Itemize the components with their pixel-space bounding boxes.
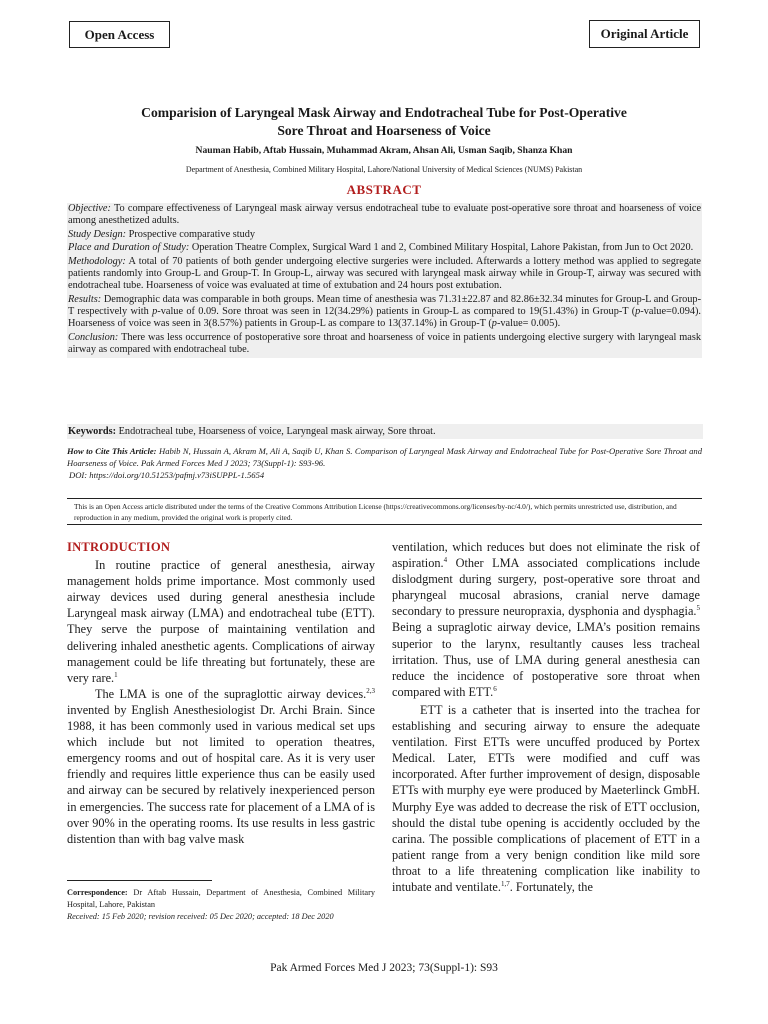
right-column	[392, 539, 700, 895]
place-label: Place and Duration of Study:	[68, 242, 190, 254]
keywords-line	[67, 424, 703, 439]
cite-label: How to Cite This Article:	[67, 446, 157, 456]
abstract-conclusion	[67, 332, 702, 357]
keywords-label: Keywords:	[68, 426, 117, 437]
p-symbol: p	[491, 318, 497, 330]
p-symbol: p	[152, 306, 158, 318]
citation-ref[interactable]: 6	[493, 684, 497, 693]
how-to-cite	[67, 445, 702, 481]
intro-p2-text-a: The LMA is one of the supraglottic airway devices.	[95, 686, 367, 701]
intro-paragraph-2	[67, 686, 375, 847]
design-text: Prospective comparative study	[128, 228, 256, 240]
open-access-badge	[69, 21, 170, 48]
results-text-c: -value=0.094). Hoarseness of voice was seen in 3(8.57%) patients in Group-L as compare to 13(37.14%) in Group-T (	[68, 306, 702, 330]
conclusion-label: Conclusion:	[68, 331, 119, 343]
article-type-badge	[589, 20, 700, 48]
abstract-results	[67, 294, 702, 331]
intro-r1-text-c: Being a supraglotic airway device, LMA’s position remains superior to the larynx, resultantly causes less tracheal irritation. Thus, use of LMA during general anesthesia can reduce the incidence of postoperative sore throat when compared with ETT.	[392, 620, 700, 699]
introduction-heading: INTRODUCTION	[67, 540, 171, 554]
affiliation: Department of Anesthesia, Combined Military Hospital, Lahore/National University of Medical Sciences (NUMS) Pakistan	[185, 165, 583, 174]
results-text-a: Demographic data was comparable in both groups. Mean time of anesthesia was 71.31±22.87 and 82.86±32.34 minutes for Group-L and Group-T respectively with	[68, 293, 701, 318]
intro-paragraph-3	[392, 539, 700, 700]
license-notice: This is an Open Access article distributed under the terms of the Creative Commons Attribution License (https://creativecommons.org/licenses/by-nc/4.0/), which permits unrestricted use, distribution, and reproduction in any medium, provided the original work is properly cited.	[74, 502, 677, 522]
author-list: Nauman Habib, Aftab Hussain, Muhammad Akram, Ahsan Ali, Usman Saqib, Shanza Khan	[195, 145, 573, 156]
citation-ref[interactable]: 4	[443, 556, 448, 564]
correspondence-label: Correspondence:	[67, 888, 128, 897]
correspondence-rule	[67, 880, 212, 881]
correspondence-block	[67, 887, 375, 923]
intro-p1-text: In routine practice of general anesthesia, airway management holds prime importance. Most commonly used airway devices used during general anesthesia include Laryngeal mask airway (LMA) and endotracheal tube (ETT). They serve the purpose of maintaining ventilation and delivering inhaled anesthetic agents. Complications of airway management could be life threating but fortunately, these are very rare.	[67, 558, 375, 685]
methodology-label: Methodology:	[68, 255, 126, 267]
intro-p2-text-b: invented by English Anesthesiologist Dr. Archi Brain. Since 1988, it has been commonly used in various medical set ups which include but not limited to operation theatres, emergency rooms and out of hospital care. As it is very user friendly and requires little experience thus can be easily used and airway can be secured by relatively inexperienced person in emergencies. The success rate for placement of a LMA of is over 90% in the operating rooms. Its use results in less gastric distention than with bag valve mask	[67, 702, 375, 846]
abstract-heading: ABSTRACT	[346, 182, 422, 197]
journal-footer: Pak Armed Forces Med J 2023; 73(Suppl-1): S93	[270, 962, 498, 974]
title-line-2: Sore Throat and Hoarseness of Voice	[277, 123, 491, 138]
keywords-text: Endotracheal tube, Hoarseness of voice, Laryngeal mask airway, Sore throat.	[118, 426, 436, 437]
design-label: Study Design:	[68, 228, 127, 240]
p-symbol: p	[635, 306, 641, 318]
intro-r2-text-b: . Fortunately, the	[509, 879, 593, 894]
citation-ref[interactable]: 1	[114, 670, 118, 679]
intro-paragraph-4	[392, 702, 700, 895]
doi-link[interactable]: DOI: https://doi.org/10.51253/pafmj.v73iSUPPL-1.5654	[69, 470, 265, 480]
intro-r1-text-a: ventilation, which reduces but does not eliminate the risk of aspiration.	[392, 540, 700, 571]
intro-r1-text-b: Other LMA associated complications include dislodgment during surgery, post-operative sore throat and pharyngeal mucosal abrasions, cranial nerve damage secondary to pressure neuropraxia, dysphonia and dysphagia.	[392, 556, 700, 619]
intro-paragraph-1	[67, 557, 375, 686]
place-text: Operation Theatre Complex, Surgical Ward 1 and 2, Combined Military Hospital, Lahore Pakistan, from Jun to Oct 2020.	[191, 242, 694, 254]
article-type-label: Original Article	[600, 26, 689, 41]
cite-text: Habib N, Hussain A, Akram M, Ali A, Saqib U, Khan S. Comparison of Laryngeal Mask Airway and Endotracheal Tube for Post-Operative Sore Throat and Hoarseness of Voice. Pak Armed Forces Med J 2023; 73(Suppl-1): S93-96.	[67, 446, 703, 468]
open-access-label: Open Access	[84, 26, 155, 42]
abstract-design	[67, 229, 702, 241]
objective-label: Objective:	[68, 203, 111, 214]
objective-text: To compare effectiveness of Laryngeal mask airway versus endotracheal tube to evaluate post-operative sore throat and hoarseness of voice among anesthetized adults.	[68, 203, 702, 227]
results-text-b: -value of 0.09. Sore throat was seen in 12(34.29%) patients in Group-L as compared to 19(51.43%) in Group-T (	[157, 306, 636, 318]
license-rule-bottom	[67, 524, 702, 525]
received-dates: Received: 15 Feb 2020; revision received: 05 Dec 2020; accepted: 18 Dec 2020	[67, 912, 334, 921]
license-rule-top	[67, 498, 702, 499]
results-text-d: -value= 0.005).	[496, 318, 561, 330]
abstract-methodology	[67, 256, 702, 293]
abstract-objective	[67, 203, 702, 228]
conclusion-text: There was less occurrence of postoperative sore throat and hoarseness of voice in patients undergoing elective surgery with laryngeal mask airway as compared with endotracheal tube.	[68, 331, 702, 356]
results-label: Results:	[68, 293, 102, 305]
citation-ref[interactable]: 1,7	[500, 879, 510, 888]
abstract-place	[67, 242, 702, 254]
left-column	[67, 539, 375, 847]
intro-r2-text-a: ETT is a catheter that is inserted into the trachea for establishing and securing airway to ensure the adequate ventilation. First ETTs were uncuffed produced by Portex Medical. Later, ETTs were modified and cuff was incorporated. After further improvement of design, disposable ETTs with murphy eye were produced by Maeterlinck GmbH. Murphy Eye was added to decrease the risk of ETT occlusion, should the distal tube opening is accidently occluded by the carina. The possible complications of placement of ETT in a patient range from a very benign condition like mild sore throat to a life threatening complication like inability to intubate and ventilate.	[392, 702, 700, 894]
article-title	[80, 104, 688, 140]
abstract-box	[67, 203, 702, 358]
citation-ref[interactable]: 5	[696, 604, 700, 613]
citation-ref[interactable]: 2,3	[366, 686, 375, 695]
title-line-1: Comparision of Laryngeal Mask Airway and Endotracheal Tube for Post-Operative	[141, 105, 627, 120]
methodology-text: A total of 70 patients of both gender undergoing elective surgeries were included. Afterwards a lottery method was applied to segregate patients randomly into Group-L and Group-T. In Group-L, airway was secured with laryngeal mask airway while in Group-T, airway was secured with endotracheal tube. Hoarseness of voice was evaluated at time of extubation and 24 hours post extubation.	[68, 255, 702, 292]
correspondence-text: Dr Aftab Hussain, Department of Anesthesia, Combined Military Hospital, Lahore, Pakistan	[67, 888, 375, 909]
